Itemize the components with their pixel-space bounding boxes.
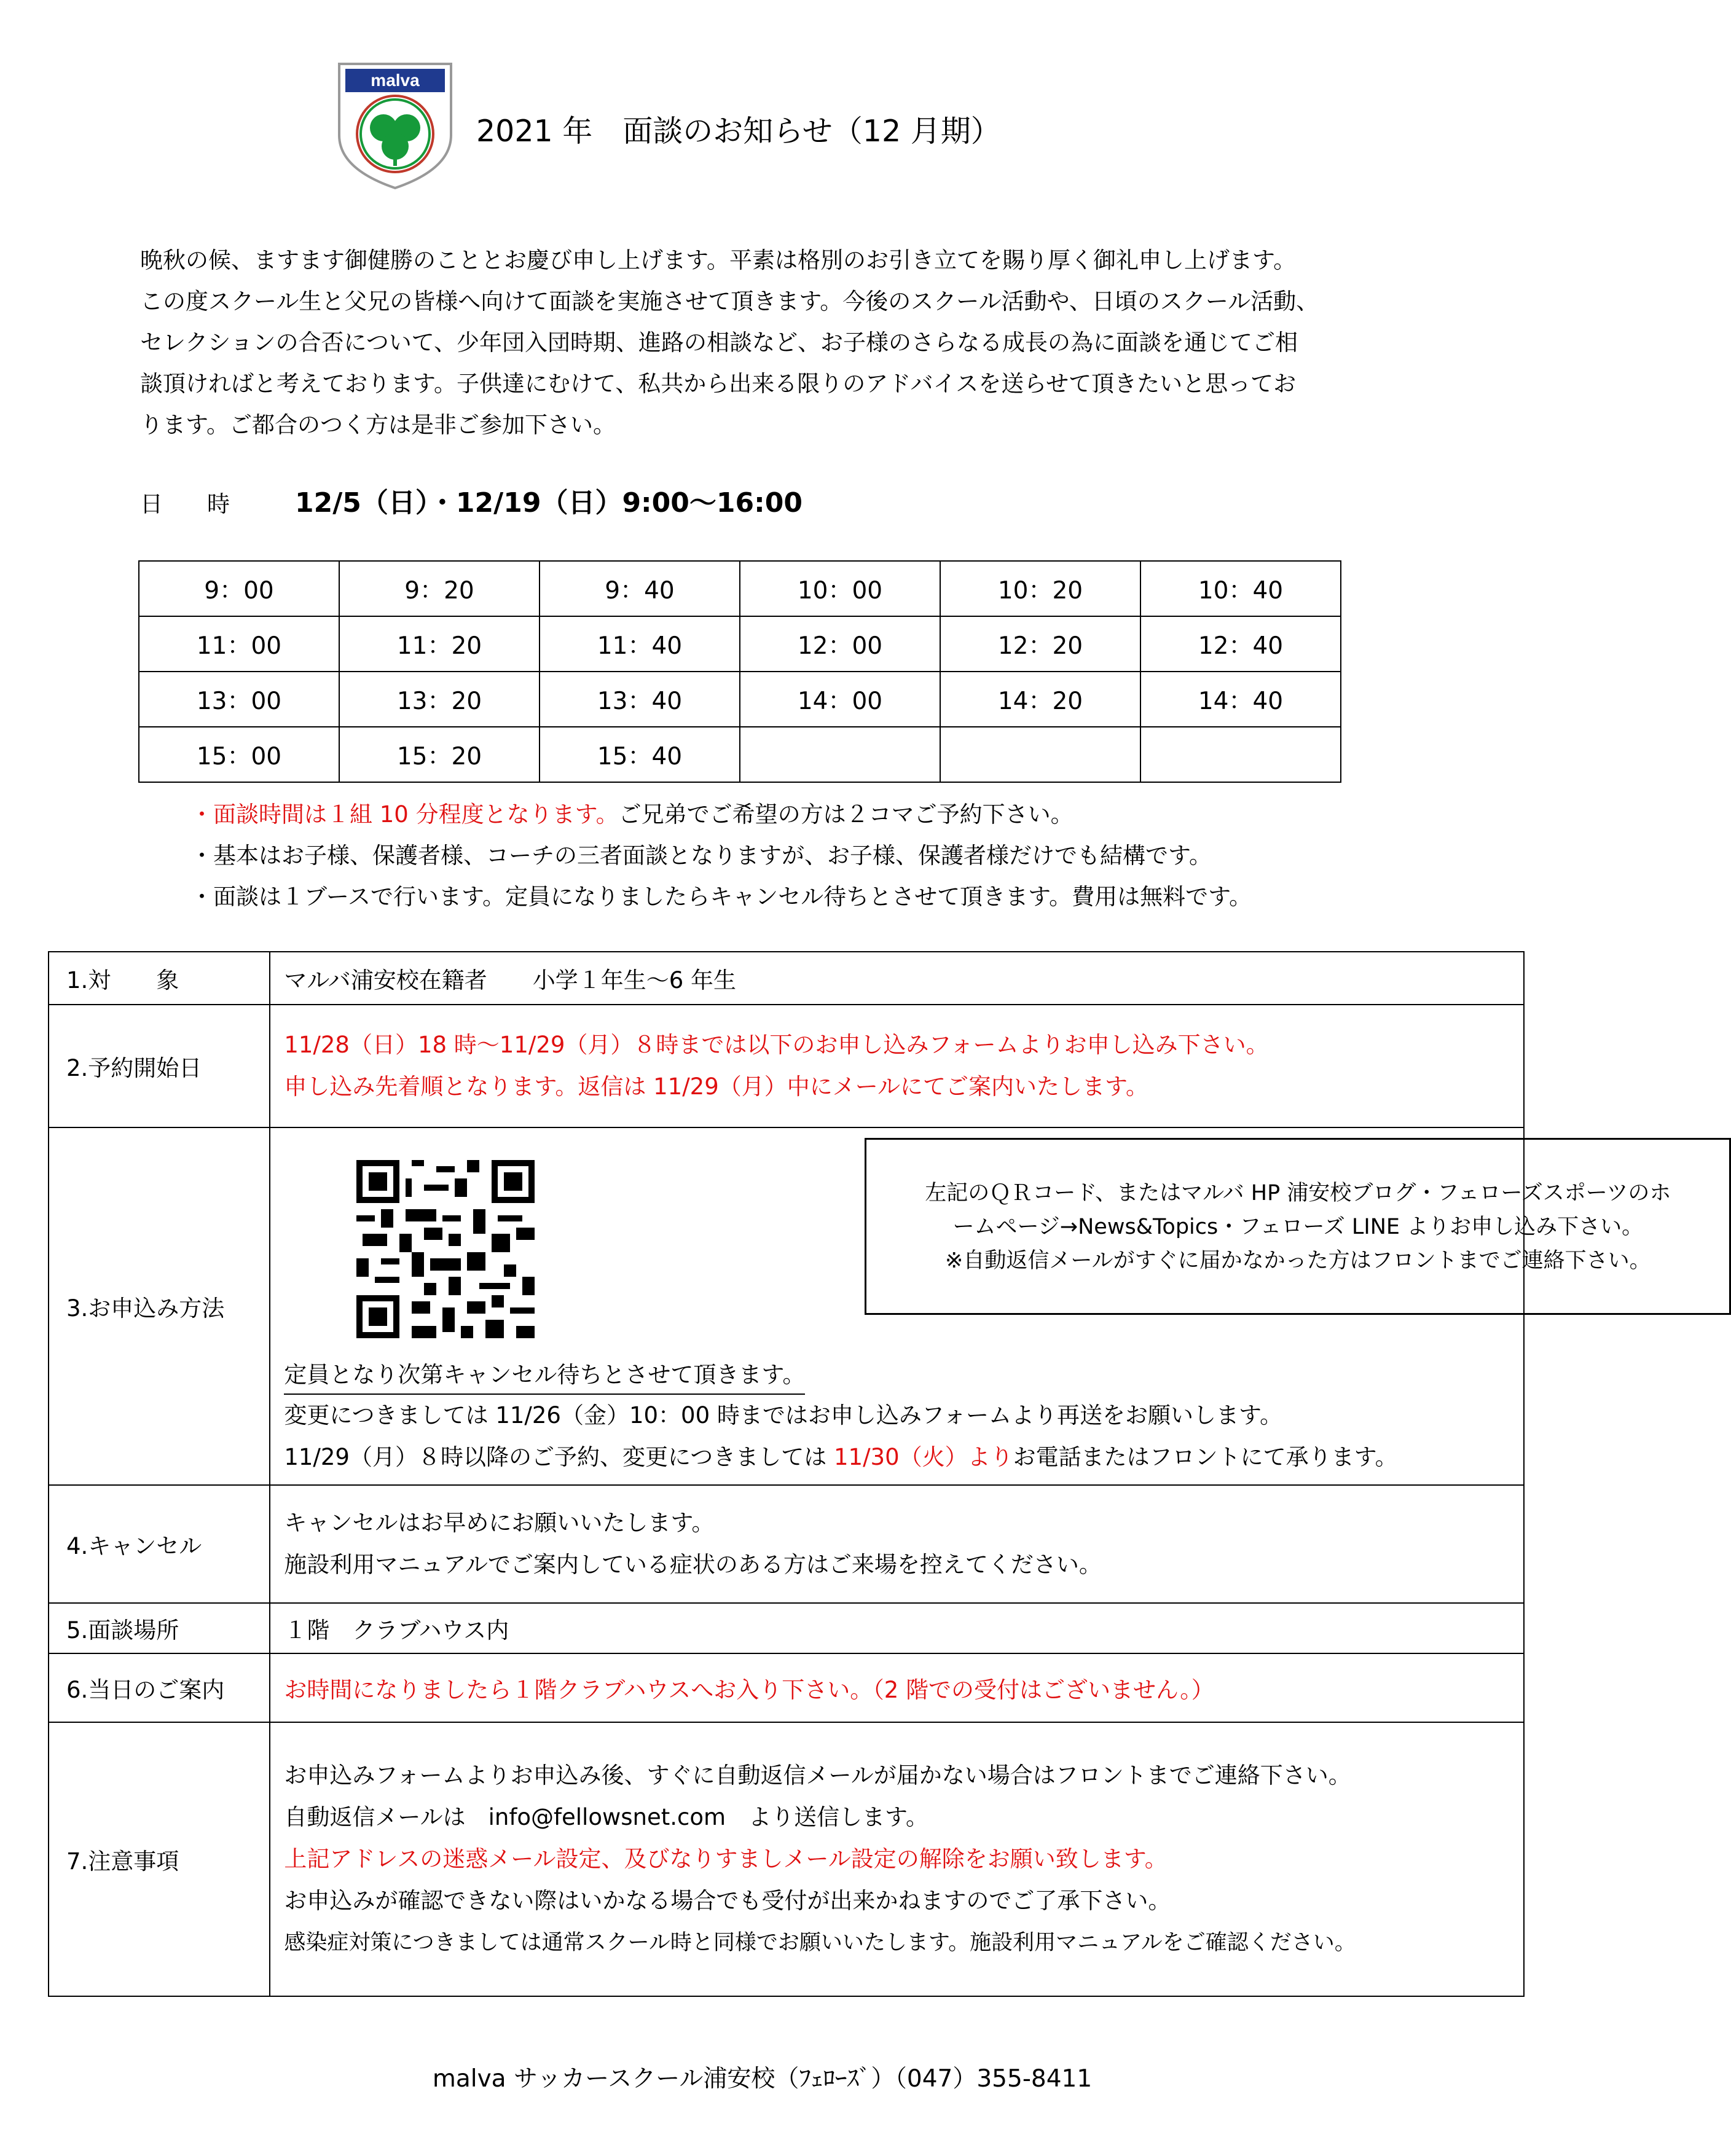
time-slot: 9：00 xyxy=(139,561,339,616)
time-slot: 15：20 xyxy=(339,727,540,782)
schedule-label: 日時 xyxy=(140,491,274,517)
schedule-value: 12/5（日）・12/19（日）9:00〜16:00 xyxy=(295,487,803,519)
time-slot-empty xyxy=(740,727,940,782)
line-highlight: 11/30（火）より xyxy=(833,1444,1013,1470)
value-line xyxy=(284,1437,1523,1478)
malva-logo xyxy=(337,61,453,190)
intro-line: セレクションの合否について、少年団入団時期、進路の相談など、お子様のさらなる成長の為に面談を通じてご相 xyxy=(140,329,1298,356)
note-item xyxy=(190,794,1252,835)
time-slot: 12：40 xyxy=(1140,616,1341,672)
time-slot: 10：40 xyxy=(1140,561,1341,616)
intro-line: 談頂ければと考えております。子供達にむけて、私共から出来る限りのアドバイスを送らせて頂きたいと思ってお xyxy=(140,370,1297,397)
note-text: ご兄弟でご希望の方は２コマご予約下さい。 xyxy=(618,801,1074,828)
row-value: １階 クラブハウス内 xyxy=(270,1603,1524,1653)
time-slot: 10：20 xyxy=(940,561,1140,616)
row-label: 5.面談場所 xyxy=(49,1603,270,1653)
table-row xyxy=(49,952,1524,1005)
qr-code-icon[interactable] xyxy=(356,1160,535,1338)
row-value xyxy=(270,1485,1524,1603)
table-row xyxy=(49,1603,1524,1653)
table-row xyxy=(139,561,1341,616)
intro-line: この度スクール生と父兄の皆様へ向けて面談を実施させて頂きます。今後のスクール活動や、日頃のスクール活動、 xyxy=(140,288,1319,315)
time-slot: 15：40 xyxy=(540,727,740,782)
table-row xyxy=(139,727,1341,782)
time-slot-empty xyxy=(1140,727,1341,782)
time-slot: 10：00 xyxy=(740,561,940,616)
footer-contact: malva サッカースクール浦安校（ﾌｪﾛｰｽﾞ）（047）355-8411 xyxy=(432,2065,1093,2093)
time-slot: 13：00 xyxy=(139,672,339,727)
application-note-box xyxy=(865,1138,1731,1315)
qr-area xyxy=(284,1128,1671,1357)
time-slot: 14：40 xyxy=(1140,672,1341,727)
row-value xyxy=(270,1127,1671,1485)
row-value xyxy=(270,1005,1524,1127)
value-line: 自動返信メールは info@fellowsnet.com より送信します。 xyxy=(284,1804,929,1830)
note-item: ・基本はお子様、保護者様、コーチの三者面談となりますが、お子様、保護者様だけでも結構です。 xyxy=(190,842,1212,869)
value-line: 変更につきましては 11/26（金）10：00 時まではお申し込みフォームより再送をお願いします。 xyxy=(284,1402,1283,1429)
time-slot: 14：20 xyxy=(940,672,1140,727)
table-row xyxy=(49,1485,1524,1603)
value-line: 申し込み先着順となります。返信は 11/29（月）中にメールにてご案内いたします。 xyxy=(284,1073,1149,1100)
value-line: キャンセルはお早めにお願いいたします。 xyxy=(284,1510,715,1536)
time-slot: 12：00 xyxy=(740,616,940,672)
svg-text:malva: malva xyxy=(371,71,420,90)
note-line: ※自動返信メールがすぐに届かなかった方はフロントまでご連絡下さい。 xyxy=(945,1249,1651,1273)
value-line: 上記アドレスの迷惑メール設定、及びなりすましメール設定の解除をお願い致します。 xyxy=(284,1846,1168,1872)
table-row xyxy=(49,1127,1524,1485)
row-label: 4.キャンセル xyxy=(49,1485,270,1603)
row-label: 2.予約開始日 xyxy=(49,1005,270,1127)
time-slot: 12：20 xyxy=(940,616,1140,672)
row-label: 1.対 象 xyxy=(49,952,270,1005)
line-text: お電話またはフロントにて承ります。 xyxy=(1013,1444,1398,1470)
intro-line: ります。ご都合のつく方は是非ご参加下さい。 xyxy=(140,412,616,438)
value-line: 定員となり次第キャンセル待ちとさせて頂きます。 xyxy=(284,1357,805,1395)
time-slot: 11：00 xyxy=(139,616,339,672)
row-value: お時間になりましたら１階クラブハウスへお入り下さい。（2 階での受付はございません。） xyxy=(270,1653,1524,1722)
note-line: ームページ→News&Topics・フェローズ LINE よりお申し込み下さい。 xyxy=(952,1215,1644,1239)
time-slot: 13：20 xyxy=(339,672,540,727)
value-line: お申込みが確認できない際はいかなる場合でも受付が出来かねますのでご了承下さい。 xyxy=(284,1887,1171,1914)
value-line: 感染症対策につきましては通常スクール時と同様でお願いいたします。施設利用マニュアルをご確認ください。 xyxy=(284,1931,1356,1955)
row-label: 6.当日のご案内 xyxy=(49,1653,270,1722)
time-slot: 9：40 xyxy=(540,561,740,616)
info-table xyxy=(48,951,1671,1997)
intro-line: 晩秋の候、ますます御健勝のこととお慶び申し上げます。平素は格別のお引き立てを賜り厚く御礼申し上げます。 xyxy=(140,247,1297,273)
row-value xyxy=(270,1722,1524,1996)
table-row xyxy=(139,616,1341,672)
time-slot-empty xyxy=(940,727,1140,782)
value-line: 11/28（日）18 時〜11/29（月）８時までは以下のお申し込みフォームよりお申し込み下さい。 xyxy=(284,1032,1269,1058)
note-item: ・面談は１ブースで行います。定員になりましたらキャンセル待ちとさせて頂きます。費用は無料です。 xyxy=(190,884,1252,910)
page-title: 2021 年 面談のお知らせ（12 月期） xyxy=(476,114,1001,149)
intro-paragraph xyxy=(140,240,1406,445)
notes-list xyxy=(190,794,1252,917)
time-slot: 14：00 xyxy=(740,672,940,727)
note-line: 左記のＱＲコード、またはマルバ HP 浦安校ブログ・フェローズスポーツのホ xyxy=(925,1181,1671,1205)
table-row xyxy=(49,1005,1524,1127)
table-row xyxy=(49,1722,1524,1996)
note-highlight: ・面談時間は１組 10 分程度となります。 xyxy=(190,801,619,828)
time-slot-table xyxy=(138,560,1341,783)
time-slot: 11：40 xyxy=(540,616,740,672)
time-slot: 9：20 xyxy=(339,561,540,616)
time-slot: 15：00 xyxy=(139,727,339,782)
line-text: 11/29（月）８時以降のご予約、変更につきましては xyxy=(284,1444,834,1470)
table-row xyxy=(49,1653,1524,1722)
table-row xyxy=(139,672,1341,727)
value-line: お申込みフォームよりお申込み後、すぐに自動返信メールが届かない場合はフロントまでご連絡下さい。 xyxy=(284,1762,1351,1789)
row-value: マルバ浦安校在籍者 小学１年生〜6 年生 xyxy=(270,952,1524,1005)
value-line: 施設利用マニュアルでご案内している症状のある方はご来場を控えてください。 xyxy=(284,1551,1102,1578)
time-slot: 13：40 xyxy=(540,672,740,727)
row-label: 7.注意事項 xyxy=(49,1722,270,1996)
row-label: 3.お申込み方法 xyxy=(49,1127,270,1485)
time-slot: 11：20 xyxy=(339,616,540,672)
